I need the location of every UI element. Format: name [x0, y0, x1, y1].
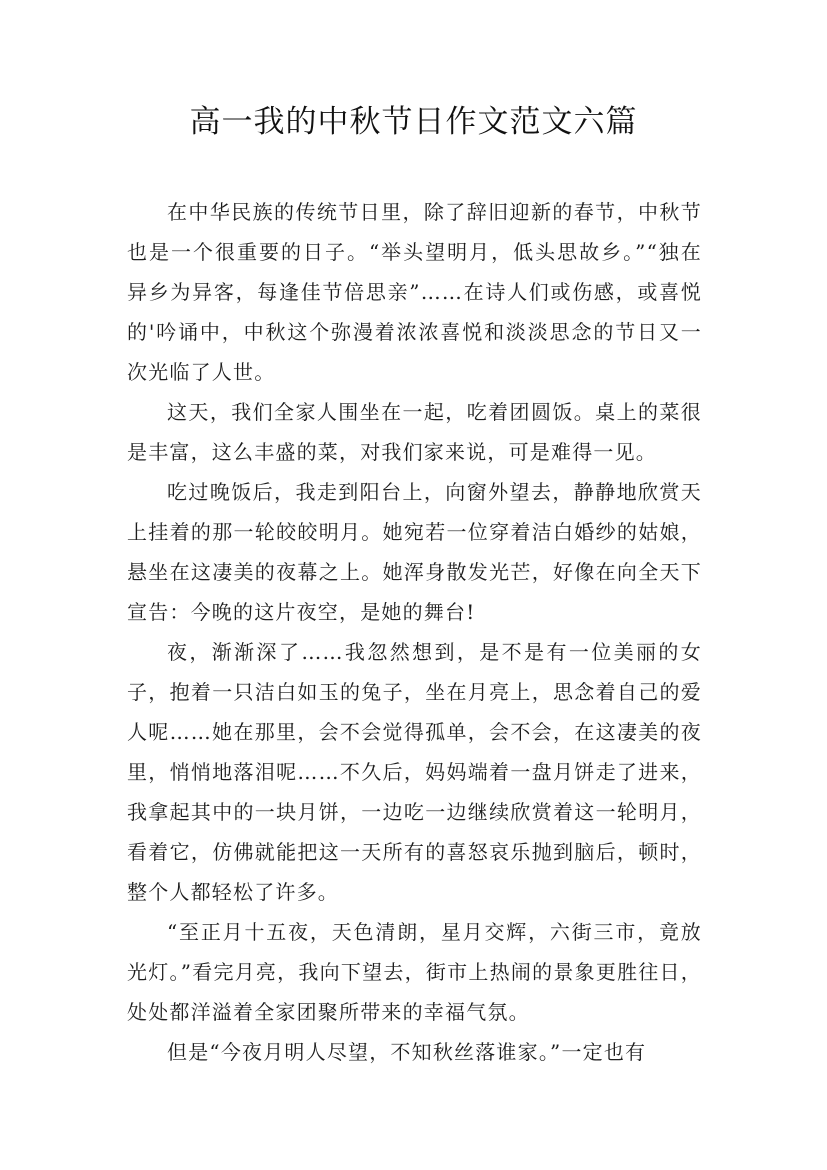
paragraph-2: 这天，我们全家人围坐在一起，吃着团圆饭。桌上的菜很是丰富，这么丰盛的菜，对我们家来说，可是难得一见。	[127, 400, 702, 464]
paragraph-5: “至正月十五夜，天色清朗，星月交辉，六街三市，竟放光灯。”看完月亮，我向下望去，街市上热闹的景象更胜往日，处处都洋溢着全家团聚所带来的幸福气氛。	[127, 920, 702, 1024]
paragraph-6: 但是“今夜月明人尽望，不知秋丝落谁家。”一定也有	[167, 1040, 647, 1064]
paragraph-1: 在中华民族的传统节日里，除了辞旧迎新的春节，中秋节也是一个很重要的日子。“举头望明月，低头思故乡。”“独在异乡为异客，每逢佳节倍思亲”……在诗人们或伤感，或喜悦的'吟诵中，中秋这个弥漫着浓浓喜悦和淡淡思念的节日又一次光临了人世。	[127, 200, 702, 384]
document-body	[127, 192, 702, 1072]
document-title: 高一我的中秋节日作文范文六篇	[189, 104, 638, 140]
paragraph-4: 夜，渐渐深了……我忽然想到，是不是有一位美丽的女子，抱着一只洁白如玉的兔子，坐在月亮上，思念着自己的爱人呢……她在那里，会不会觉得孤单，会不会，在这凄美的夜里，悄悄地落泪呢……不久后，妈妈端着一盘月饼走了进来，我拿起其中的一块月饼，一边吃一边继续欣赏着这一轮明月，看着它，仿佛就能把这一天所有的喜怒哀乐抛到脑后，顿时，整个人都轻松了许多。	[127, 640, 702, 904]
paragraph-3: 吃过晚饭后，我走到阳台上，向窗外望去，静静地欣赏天上挂着的那一轮皎皎明月。她宛若一位穿着洁白婚纱的姑娘，悬坐在这凄美的夜幕之上。她浑身散发光芒，好像在向全天下宣告：今晚的这片夜空，是她的舞台!	[127, 480, 702, 624]
